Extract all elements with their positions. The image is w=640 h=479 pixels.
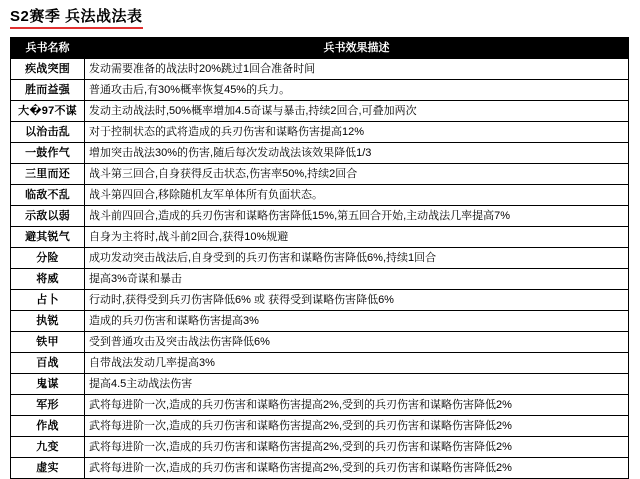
- table-row: [11, 206, 629, 227]
- tactic-description-cell: 成功发动突击战法后,自身受到的兵刃伤害和谋略伤害降低6%,持续1回合: [85, 248, 629, 269]
- tactic-description-cell: 武将每进阶一次,造成的兵刃伤害和谋略伤害提高2%,受到的兵刃伤害和谋略伤害降低2%: [85, 458, 629, 479]
- tactic-name-cell: 百战: [11, 353, 85, 374]
- title-container: [0, 0, 640, 31]
- tactic-name-cell: 疾战突围: [11, 59, 85, 80]
- table-row: [11, 395, 629, 416]
- tactic-name-cell: 作战: [11, 416, 85, 437]
- tactic-name-cell: 九变: [11, 437, 85, 458]
- tactic-name-cell: 分险: [11, 248, 85, 269]
- tactic-name-cell: 虚实: [11, 458, 85, 479]
- table-row: [11, 248, 629, 269]
- table-row: [11, 59, 629, 80]
- table-header: [11, 38, 629, 59]
- table-row: [11, 353, 629, 374]
- tactic-description-cell: 普通攻击后,有30%概率恢复45%的兵力。: [85, 80, 629, 101]
- tactic-name-cell: 执锐: [11, 311, 85, 332]
- tactic-description-cell: 对于控制状态的武将造成的兵刃伤害和谋略伤害提高12%: [85, 122, 629, 143]
- tactic-description-cell: 战斗第三回合,自身获得反击状态,伤害率50%,持续2回合: [85, 164, 629, 185]
- table-row: [11, 80, 629, 101]
- tactic-description-cell: 造成的兵刃伤害和谋略伤害提高3%: [85, 311, 629, 332]
- table-header-row: [11, 38, 629, 59]
- tactic-name-cell: 占卜: [11, 290, 85, 311]
- table-row: [11, 437, 629, 458]
- tactic-description-cell: 战斗前四回合,造成的兵刃伤害和谋略伤害降低15%,第五回合开始,主动战法几率提高7%: [85, 206, 629, 227]
- tactic-name-cell: 鬼谋: [11, 374, 85, 395]
- tactic-name-cell: 胜而益强: [11, 80, 85, 101]
- column-header-description: 兵书效果描述: [85, 38, 629, 59]
- tactic-description-cell: 武将每进阶一次,造成的兵刃伤害和谋略伤害提高2%,受到的兵刃伤害和谋略伤害降低2%: [85, 395, 629, 416]
- tactic-description-cell: 行动时,获得受到兵刃伤害降低6% 或 获得受到谋略伤害降低6%: [85, 290, 629, 311]
- tactic-description-cell: 自带战法发动几率提高3%: [85, 353, 629, 374]
- tactic-description-cell: 发动主动战法时,50%概率增加4.5奇谋与暴击,持续2回合,可叠加两次: [85, 101, 629, 122]
- tactic-name-cell: 临敌不乱: [11, 185, 85, 206]
- table-row: [11, 227, 629, 248]
- tactic-description-cell: 武将每进阶一次,造成的兵刃伤害和谋略伤害提高2%,受到的兵刃伤害和谋略伤害降低2%: [85, 437, 629, 458]
- table-row: [11, 185, 629, 206]
- tactic-name-cell: 三里而还: [11, 164, 85, 185]
- tactic-description-cell: 增加突击战法30%的伤害,随后每次发动战法该效果降低1/3: [85, 143, 629, 164]
- table-row: [11, 458, 629, 479]
- tactic-description-cell: 受到普通攻击及突击战法伤害降低6%: [85, 332, 629, 353]
- table-row: [11, 290, 629, 311]
- tactic-name-cell: 以治击乱: [11, 122, 85, 143]
- table-row: [11, 311, 629, 332]
- table-row: [11, 332, 629, 353]
- tactic-name-cell: 铁甲: [11, 332, 85, 353]
- tactics-table: [10, 37, 629, 479]
- table-row: [11, 122, 629, 143]
- table-row: [11, 416, 629, 437]
- tactic-name-cell: 将威: [11, 269, 85, 290]
- tactic-description-cell: 提高3%奇谋和暴击: [85, 269, 629, 290]
- table-row: [11, 374, 629, 395]
- table-row: [11, 164, 629, 185]
- table-row: [11, 101, 629, 122]
- column-header-name: 兵书名称: [11, 38, 85, 59]
- tactic-name-cell: 军形: [11, 395, 85, 416]
- tactic-name-cell: 示敌以弱: [11, 206, 85, 227]
- tactic-name-cell: 避其锐气: [11, 227, 85, 248]
- tactic-description-cell: 武将每进阶一次,造成的兵刃伤害和谋略伤害提高2%,受到的兵刃伤害和谋略伤害降低2%: [85, 416, 629, 437]
- table-body: [11, 59, 629, 479]
- tactic-description-cell: 自身为主将时,战斗前2回合,获得10%规避: [85, 227, 629, 248]
- tactic-description-cell: 提高4.5主动战法伤害: [85, 374, 629, 395]
- tactic-name-cell: 一鼓作气: [11, 143, 85, 164]
- tactic-name-cell: 大�97不谋: [11, 101, 85, 122]
- tactic-description-cell: 发动需要准备的战法时20%跳过1回合准备时间: [85, 59, 629, 80]
- page-title: S2赛季 兵法战法表: [10, 8, 143, 29]
- tactic-description-cell: 战斗第四回合,移除随机友军单体所有负面状态。: [85, 185, 629, 206]
- table-row: [11, 143, 629, 164]
- table-row: [11, 269, 629, 290]
